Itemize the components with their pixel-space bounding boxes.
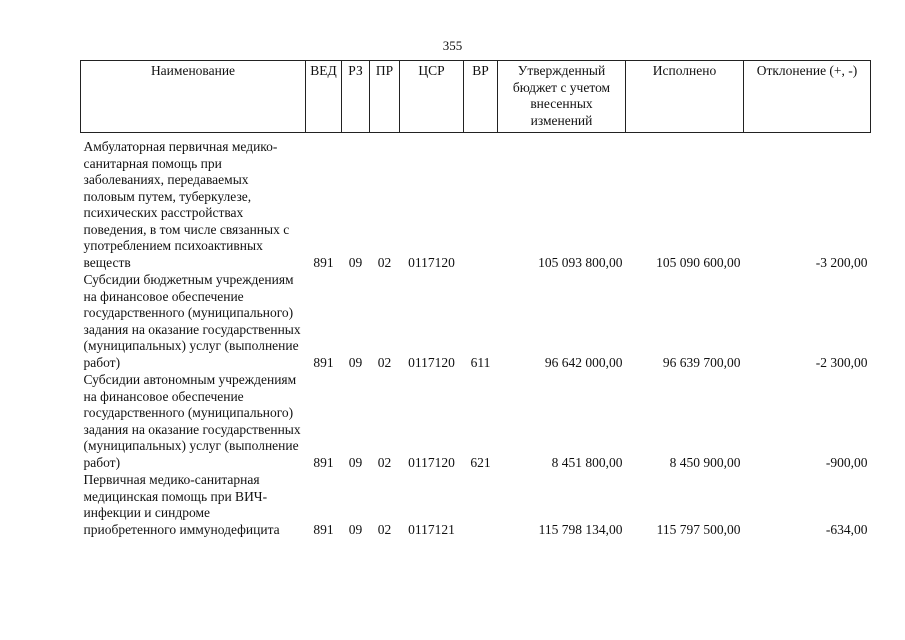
- row-pr: 02: [377, 454, 392, 470]
- page-number: 355: [442, 38, 463, 53]
- row-csr: 0117121: [408, 521, 455, 537]
- header-vr: ВР: [464, 61, 498, 133]
- header-ved: ВЕД: [306, 61, 342, 133]
- row-vr: 611: [470, 354, 491, 370]
- row-rz: 09: [348, 454, 363, 470]
- row-ved: 891: [313, 454, 334, 470]
- header-csr: ЦСР: [400, 61, 464, 133]
- row-executed: 115 797 500,00: [656, 521, 741, 537]
- row-deviation: -3 200,00: [815, 254, 868, 270]
- row-vr: 621: [470, 454, 491, 470]
- row-name: Амбулаторная первичная медико-санитарная помощь при заболеваниях, передаваемых половым путем, туберкулезе, психических расстройствах поведения, в том числе связанных с употреблением психоактивных веществ: [83, 139, 290, 270]
- row-ved: 891: [313, 254, 334, 270]
- row-deviation: -900,00: [825, 454, 868, 470]
- header-name: Наименование: [81, 61, 306, 133]
- row-pr: 02: [377, 521, 392, 537]
- table-header: [81, 61, 871, 133]
- header-executed: Исполнено: [626, 61, 744, 133]
- row-approved: 115 798 134,00: [538, 521, 623, 537]
- row-vr: [464, 471, 498, 538]
- row-csr: 0117120: [408, 454, 455, 470]
- row-vr: [464, 133, 498, 272]
- row-executed: 105 090 600,00: [656, 254, 741, 270]
- table-row: [81, 471, 871, 538]
- row-csr: 0117120: [408, 354, 455, 370]
- row-name: Субсидии бюджетным учреждениям на финансовое обеспечение государственного (муниципального) задания на оказание государственных (муниципальных) услуг (выполнение работ): [83, 272, 301, 370]
- header-pr: ПР: [370, 61, 400, 133]
- row-rz: 09: [348, 354, 363, 370]
- row-name: Субсидии автономным учреждениям на финансовое обеспечение государственного (муниципального) задания на оказание государственных (муниципальных) услуг (выполнение работ): [83, 372, 301, 470]
- table-row: [81, 271, 871, 371]
- row-approved: 105 093 800,00: [538, 254, 623, 270]
- row-csr: 0117120: [408, 254, 455, 270]
- row-rz: 09: [348, 254, 363, 270]
- row-deviation: -2 300,00: [815, 354, 868, 370]
- row-deviation: -634,00: [825, 521, 868, 537]
- row-ved: 891: [313, 521, 334, 537]
- row-pr: 02: [377, 354, 392, 370]
- header-rz: РЗ: [342, 61, 370, 133]
- table-body: [81, 133, 871, 539]
- header-row: [81, 61, 871, 133]
- table-row: [81, 133, 871, 272]
- row-approved: 8 451 800,00: [551, 454, 623, 470]
- row-rz: 09: [348, 521, 363, 537]
- row-executed: 8 450 900,00: [669, 454, 741, 470]
- header-approved: Утвержденный бюджет с учетом внесенных изменений: [498, 61, 626, 133]
- table-row: [81, 371, 871, 471]
- row-name: Первичная медико-санитарная медицинская помощь при ВИЧ-инфекции и синдроме приобретенного иммунодефицита: [83, 472, 280, 537]
- row-approved: 96 642 000,00: [544, 354, 623, 370]
- row-executed: 96 639 700,00: [662, 354, 741, 370]
- row-pr: 02: [377, 254, 392, 270]
- header-deviation: Отклонение (+, -): [744, 61, 871, 133]
- row-ved: 891: [313, 354, 334, 370]
- budget-table: [80, 60, 871, 538]
